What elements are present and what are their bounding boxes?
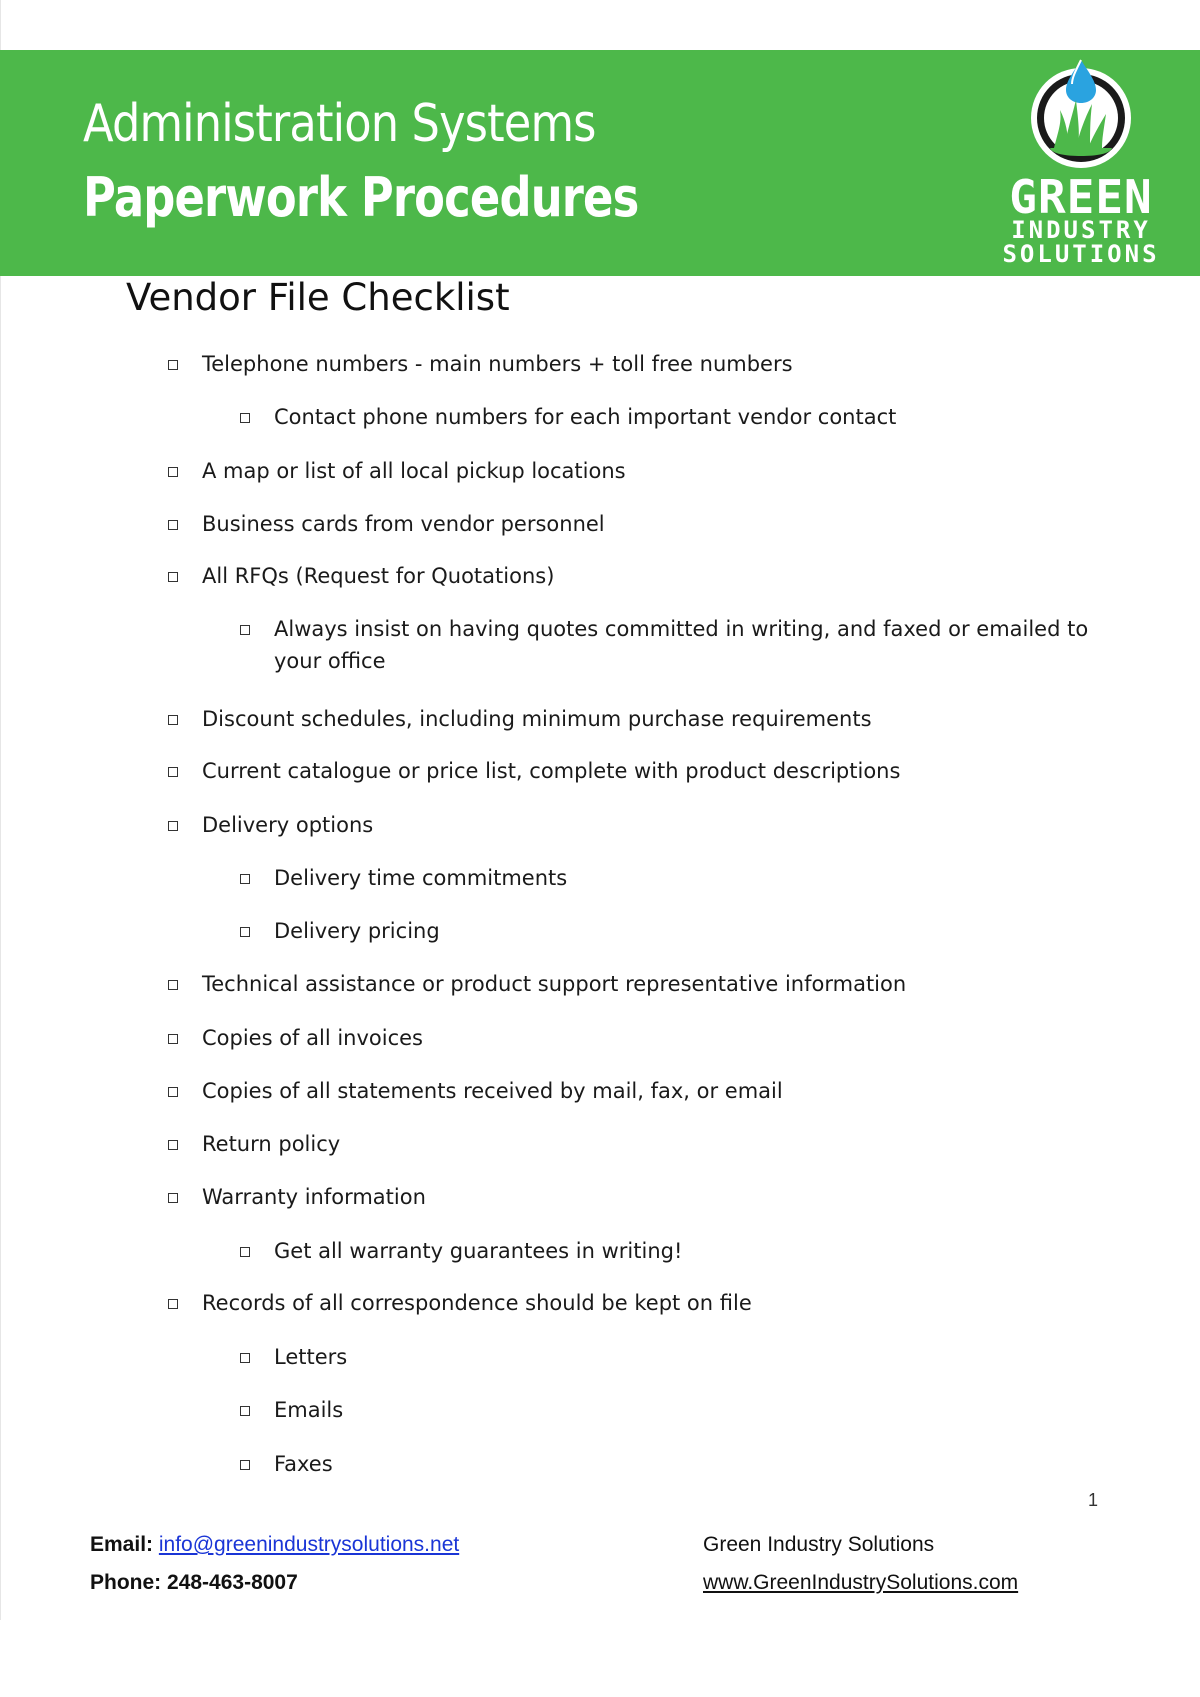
checklist-item-text: Contact phone numbers for each important vendor contact: [274, 405, 897, 429]
checkbox-icon: [168, 360, 178, 370]
page-title: Vendor File Checklist: [126, 276, 510, 319]
checklist-item-text: Delivery time commitments: [274, 866, 568, 890]
checklist-item-text: A map or list of all local pickup locations: [202, 459, 626, 483]
checkbox-icon: [240, 413, 250, 423]
checklist-item-text: Faxes: [274, 1452, 333, 1476]
checkbox-icon: [168, 715, 178, 725]
checkbox-icon: [168, 520, 178, 530]
company-logo: [976, 56, 1186, 274]
checkbox-icon: [168, 467, 178, 477]
checkbox-icon: [168, 1299, 178, 1309]
page-number: 1: [1088, 1490, 1099, 1510]
email-link[interactable]: info@greenindustrysolutions.net: [158, 1533, 460, 1556]
checkbox-icon: [240, 874, 250, 884]
checkbox-icon: [168, 1193, 178, 1203]
company-name: Green Industry Solutions: [703, 1533, 935, 1556]
checkbox-icon: [168, 980, 178, 990]
phone-number: 248-463-8007: [167, 1571, 298, 1594]
checklist-item-text: Delivery options: [202, 813, 374, 837]
header-subtitle: Paperwork Procedures: [83, 166, 639, 229]
header-title: Administration Systems: [83, 94, 596, 154]
email-label: Email:: [90, 1533, 154, 1556]
checklist-item-text: Always insist on having quotes committed in writing, and faxed or emailed to your office: [274, 617, 1089, 673]
footer-phone-row: [90, 1564, 459, 1602]
checkbox-icon: [240, 1353, 250, 1363]
footer-email-row: [90, 1526, 459, 1564]
checkbox-icon: [168, 572, 178, 582]
logo-word-green: GREEN: [1009, 170, 1153, 224]
checkbox-icon: [240, 625, 250, 635]
checklist-item-text: Copies of all statements received by mail, fax, or email: [202, 1079, 783, 1103]
checklist-item-text: Emails: [274, 1398, 344, 1422]
checkbox-icon: [240, 927, 250, 937]
checkbox-icon: [240, 1406, 250, 1416]
checklist-item-text: Warranty information: [202, 1185, 426, 1209]
checklist-item-text: Business cards from vendor personnel: [202, 512, 605, 536]
checklist-item-text: Technical assistance or product support representative information: [202, 972, 907, 996]
checklist-item-text: Get all warranty guarantees in writing!: [274, 1239, 683, 1263]
checklist-item-text: Copies of all invoices: [202, 1026, 424, 1050]
checklist-item-text: Return policy: [202, 1132, 341, 1156]
phone-label: Phone:: [90, 1571, 162, 1594]
grass-droplet-logo-icon: [976, 56, 1186, 174]
checkbox-icon: [168, 821, 178, 831]
checklist-item-text: Records of all correspondence should be kept on file: [202, 1291, 752, 1315]
checkbox-icon: [168, 1140, 178, 1150]
checklist-item-text: Letters: [274, 1345, 348, 1369]
checkbox-icon: [240, 1460, 250, 1470]
checkbox-icon: [240, 1247, 250, 1257]
logo-word-industry: INDUSTRY: [1011, 216, 1151, 244]
logo-word-solutions: SOLUTIONS: [1002, 240, 1160, 268]
checkbox-icon: [168, 1087, 178, 1097]
checklist-item-text: Current catalogue or price list, complete with product descriptions: [202, 759, 901, 783]
footer-contact: [90, 1526, 459, 1602]
checkbox-icon: [168, 767, 178, 777]
footer-company: [703, 1526, 1018, 1602]
website-link[interactable]: www.GreenIndustrySolutions.com: [703, 1571, 1019, 1594]
checklist-item-text: All RFQs (Request for Quotations): [202, 564, 555, 588]
checklist-item-text: Discount schedules, including minimum purchase requirements: [202, 707, 872, 731]
checkbox-icon: [168, 1034, 178, 1044]
checklist-item-text: Telephone numbers - main numbers + toll free numbers: [202, 352, 793, 376]
checklist-item-text: Delivery pricing: [274, 919, 440, 943]
